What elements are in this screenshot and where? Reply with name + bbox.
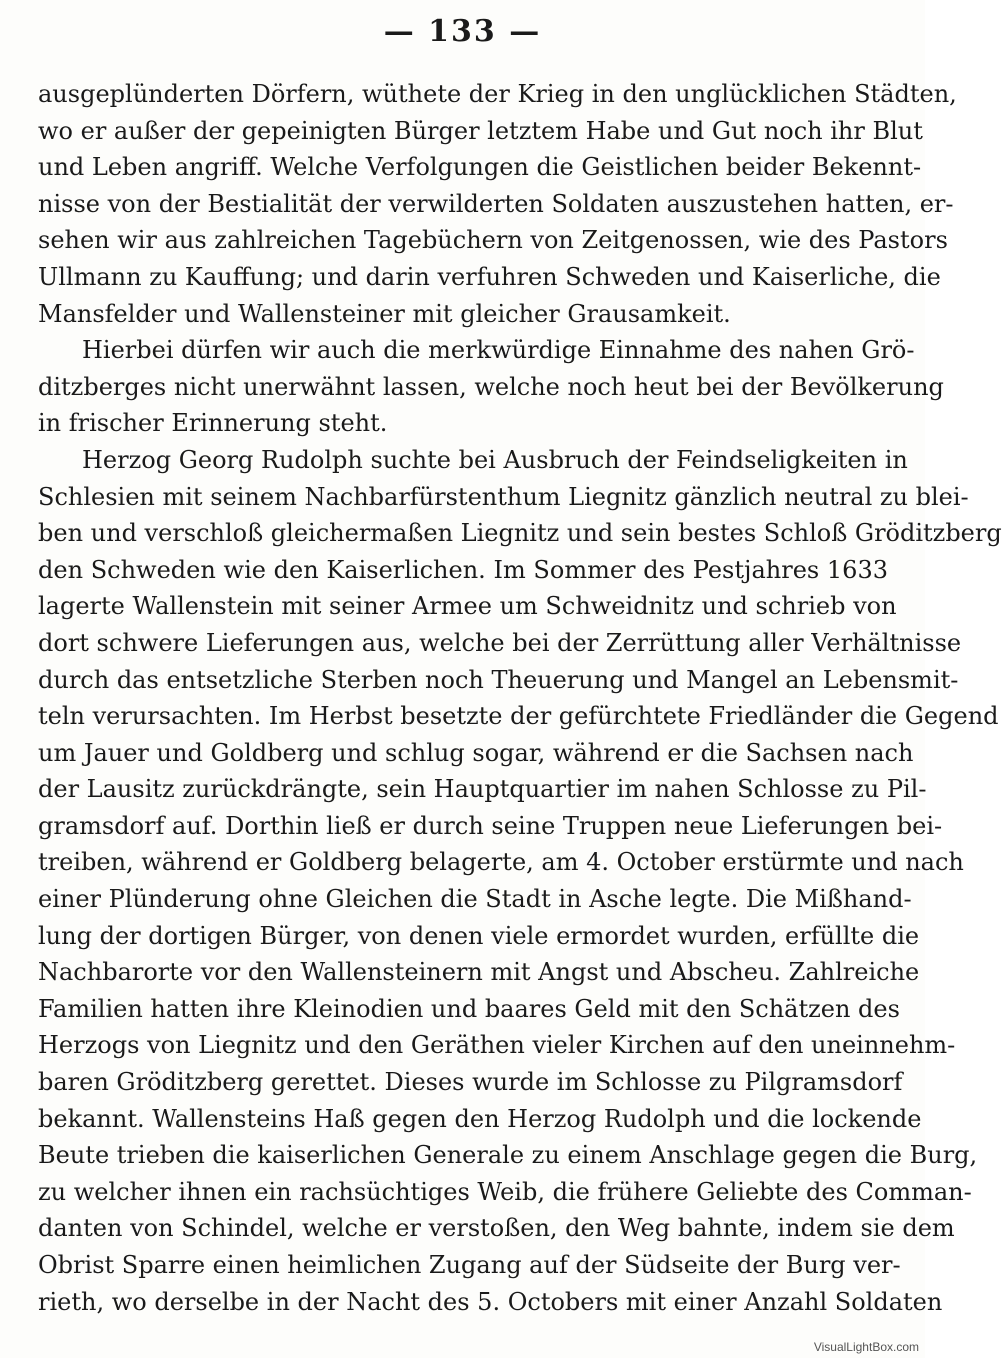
text-line: Mansfelder und Wallensteiner mit gleicher Grausamkeit. [38,299,731,328]
text-line: Herzogs von Liegnitz und den Geräthen vieler Kirchen auf den uneinnehm- [38,1031,956,1060]
text-line: Beute trieben die kaiserlichen Generale zu einem Anschlage gegen die Burg, [38,1141,978,1170]
body-text [38,76,1002,1320]
text-line: durch das entsetzliche Sterben noch Theuerung und Mangel an Lebensmit- [38,665,959,694]
text-line: baren Gröditzberg gerettet. Dieses wurde im Schlosse zu Pilgramsdorf [38,1068,903,1097]
text-line: und Leben angriff. Welche Verfolgungen die Geistlichen beider Bekennt- [38,153,922,182]
text-line: nisse von der Bestialität der verwilderten Soldaten auszustehen hatten, er- [38,189,954,218]
text-line: der Lausitz zurückdrängte, sein Hauptquartier im nahen Schlosse zu Pil- [38,775,927,804]
text-line: zu welcher ihnen ein rachsüchtiges Weib, die frühere Geliebte des Comman- [38,1177,972,1206]
text-line: einer Plünderung ohne Gleichen die Stadt in Asche legte. Die Mißhand- [38,885,912,914]
text-line: sehen wir aus zahlreichen Tagebüchern von Zeitgenossen, wie des Pastors [38,226,948,255]
text-line: bekannt. Wallensteins Haß gegen den Herzog Rudolph und die lockende [38,1104,922,1133]
text-line: Obrist Sparre einen heimlichen Zugang auf der Südseite der Burg ver- [38,1251,901,1279]
text-line: den Schweden wie den Kaiserlichen. Im Sommer des Pestjahres 1633 [38,555,888,584]
text-line: lung der dortigen Bürger, von denen viele ermordet wurden, erfüllte die [38,921,920,950]
text-line: ben und verschloß gleichermaßen Liegnitz und sein bestes Schloß Gröditzberg [38,519,1002,548]
text-line: danten von Schindel, welche er verstoßen, den Weg bahnte, indem sie dem [38,1214,955,1243]
text-line: Schlesien mit seinem Nachbarfürstenthum Liegnitz gänzlich neutral zu blei- [38,482,969,511]
text-line: rieth, wo derselbe in der Nacht des 5. Octobers mit einer Anzahl Soldaten [38,1287,943,1316]
page-number: — 133 — [383,14,542,49]
watermark: VisualLightBox.com [813,1340,919,1354]
text-line: in frischer Erinnerung steht. [38,409,388,438]
text-line: treiben, während er Goldberg belagerte, am 4. October erstürmte und nach [38,848,964,877]
text-line: Familien hatten ihre Kleinodien und baares Geld mit den Schätzen des [38,994,900,1023]
text-line: lagerte Wallenstein mit seiner Armee um Schweidnitz und schrieb von [38,592,897,621]
text-line: Ullmann zu Kauffung; und darin verfuhren Schweden und Kaiserliche, die [38,262,941,291]
text-line: ausgeplünderten Dörfern, wüthete der Krieg in den unglücklichen Städten, [38,80,957,108]
text-line: Nachbarorte vor den Wallensteinern mit Angst und Abscheu. Zahlreiche [38,958,920,987]
text-line: um Jauer und Goldberg und schlug sogar, während er die Sachsen nach [38,738,914,767]
text-line: gramsdorf auf. Dorthin ließ er durch seine Truppen neue Lieferungen bei- [38,811,943,840]
text-line: Herzog Georg Rudolph suchte bei Ausbruch der Feindseligkeiten in [82,445,908,474]
text-line: wo er außer der gepeinigten Bürger letztem Habe und Gut noch ihr Blut [38,116,923,145]
text-line: dort schwere Lieferungen aus, welche bei der Zerrüttung aller Verhältnisse [38,628,962,657]
text-line: teln verursachten. Im Herbst besetzte der gefürchtete Friedländer die Gegend [38,702,999,731]
text-line: ditzberges nicht unerwähnt lassen, welche noch heut bei der Bevölkerung [38,372,944,401]
text-line: Hierbei dürfen wir auch die merkwürdige Einnahme des nahen Grö- [82,336,915,365]
